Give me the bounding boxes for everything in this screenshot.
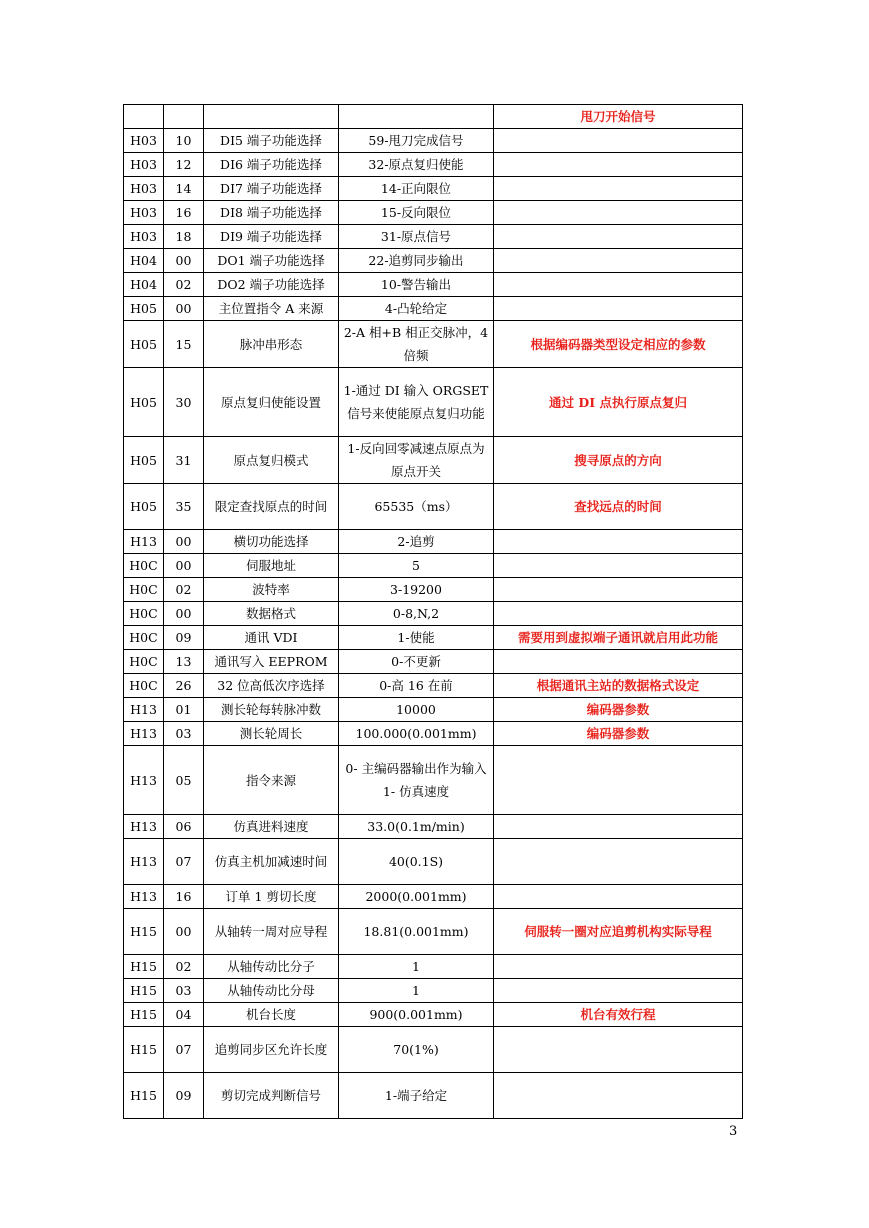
table-row xyxy=(124,722,743,746)
param-name-cell: 原点复归模式 xyxy=(204,437,339,484)
param-code-cell: 00 xyxy=(164,554,204,578)
table-row xyxy=(124,273,743,297)
param-code-cell: 13 xyxy=(164,650,204,674)
param-code-cell: 07 xyxy=(164,1027,204,1073)
param-group-cell: H05 xyxy=(124,297,164,321)
param-note-cell: 机台有效行程 xyxy=(494,1003,743,1027)
table-row xyxy=(124,626,743,650)
param-note-cell xyxy=(494,554,743,578)
param-name-cell: DO1 端子功能选择 xyxy=(204,249,339,273)
param-group-cell: H15 xyxy=(124,1003,164,1027)
table-row xyxy=(124,201,743,225)
param-note-cell xyxy=(494,955,743,979)
table-row xyxy=(124,698,743,722)
param-name-cell: 通讯写入 EEPROM xyxy=(204,650,339,674)
param-code-cell: 00 xyxy=(164,297,204,321)
param-note-cell: 根据通讯主站的数据格式设定 xyxy=(494,674,743,698)
table-row xyxy=(124,1027,743,1073)
param-note-cell xyxy=(494,1073,743,1119)
param-group-cell: H13 xyxy=(124,698,164,722)
param-note-cell: 通过 DI 点执行原点复归 xyxy=(494,368,743,437)
param-group-cell: H03 xyxy=(124,225,164,249)
param-value-cell: 40(0.1S) xyxy=(339,839,494,885)
param-note-cell xyxy=(494,979,743,1003)
param-group-cell: H13 xyxy=(124,530,164,554)
param-value-cell: 10000 xyxy=(339,698,494,722)
param-name-cell: 32 位高低次序选择 xyxy=(204,674,339,698)
param-value-cell: 14-正向限位 xyxy=(339,177,494,201)
param-note-cell xyxy=(494,530,743,554)
table-row xyxy=(124,1073,743,1119)
param-value-cell: 22-追剪同步输出 xyxy=(339,249,494,273)
param-name-cell: 追剪同步区允许长度 xyxy=(204,1027,339,1073)
param-value-cell: 0-8,N,2 xyxy=(339,602,494,626)
param-group-cell: H03 xyxy=(124,201,164,225)
param-name-cell: 仿真进料速度 xyxy=(204,815,339,839)
param-group-cell: H13 xyxy=(124,722,164,746)
param-note-cell: 查找远点的时间 xyxy=(494,484,743,530)
param-code-cell: 09 xyxy=(164,1073,204,1119)
table-row xyxy=(124,530,743,554)
param-group-cell: H13 xyxy=(124,839,164,885)
param-value-cell: 5 xyxy=(339,554,494,578)
param-code-cell: 16 xyxy=(164,201,204,225)
param-group-cell: H15 xyxy=(124,1073,164,1119)
table-row xyxy=(124,105,743,129)
param-value-cell: 0-高 16 在前 xyxy=(339,674,494,698)
param-name-cell: 订单 1 剪切长度 xyxy=(204,885,339,909)
param-name-cell: 数据格式 xyxy=(204,602,339,626)
param-note-cell: 编码器参数 xyxy=(494,698,743,722)
param-group-cell: H15 xyxy=(124,909,164,955)
table-row xyxy=(124,602,743,626)
param-name-cell: 剪切完成判断信号 xyxy=(204,1073,339,1119)
param-code-cell xyxy=(164,105,204,129)
table-row xyxy=(124,129,743,153)
param-group-cell: H05 xyxy=(124,321,164,368)
table-row xyxy=(124,1003,743,1027)
param-code-cell: 14 xyxy=(164,177,204,201)
param-group-cell: H0C xyxy=(124,554,164,578)
param-name-cell: 测长轮周长 xyxy=(204,722,339,746)
param-value-cell: 1-通过 DI 输入 ORGSET 信号来使能原点复归功能 xyxy=(339,368,494,437)
param-code-cell: 00 xyxy=(164,249,204,273)
param-note-cell xyxy=(494,1027,743,1073)
param-group-cell: H0C xyxy=(124,674,164,698)
page-number: 3 xyxy=(729,1124,738,1139)
param-group-cell: H13 xyxy=(124,885,164,909)
param-value-cell: 10-警告输出 xyxy=(339,273,494,297)
param-value-cell: 4-凸轮给定 xyxy=(339,297,494,321)
param-code-cell: 16 xyxy=(164,885,204,909)
param-group-cell: H15 xyxy=(124,1027,164,1073)
param-name-cell: 主位置指令 A 来源 xyxy=(204,297,339,321)
param-group-cell: H04 xyxy=(124,249,164,273)
param-note-cell: 伺服转一圈对应追剪机构实际导程 xyxy=(494,909,743,955)
param-code-cell: 02 xyxy=(164,273,204,297)
param-note-cell xyxy=(494,815,743,839)
param-code-cell: 02 xyxy=(164,578,204,602)
param-code-cell: 18 xyxy=(164,225,204,249)
table-row xyxy=(124,578,743,602)
param-code-cell: 02 xyxy=(164,955,204,979)
table-row xyxy=(124,297,743,321)
param-group-cell: H03 xyxy=(124,129,164,153)
param-name-cell: 从轴传动比分母 xyxy=(204,979,339,1003)
param-value-cell: 32-原点复归使能 xyxy=(339,153,494,177)
param-group-cell xyxy=(124,105,164,129)
param-note-cell xyxy=(494,177,743,201)
param-value-cell: 31-原点信号 xyxy=(339,225,494,249)
table-row xyxy=(124,321,743,368)
param-name-cell: 限定查找原点的时间 xyxy=(204,484,339,530)
param-note-cell xyxy=(494,578,743,602)
param-name-cell: DI9 端子功能选择 xyxy=(204,225,339,249)
table-row xyxy=(124,815,743,839)
param-name-cell: 机台长度 xyxy=(204,1003,339,1027)
param-value-cell: 1 xyxy=(339,955,494,979)
param-name-cell: DI8 端子功能选择 xyxy=(204,201,339,225)
param-note-cell xyxy=(494,650,743,674)
param-code-cell: 00 xyxy=(164,909,204,955)
param-group-cell: H13 xyxy=(124,815,164,839)
table-row xyxy=(124,368,743,437)
param-code-cell: 00 xyxy=(164,530,204,554)
param-value-cell: 2-追剪 xyxy=(339,530,494,554)
param-name-cell: DI7 端子功能选择 xyxy=(204,177,339,201)
table-row xyxy=(124,839,743,885)
table-row xyxy=(124,650,743,674)
param-value-cell: 2000(0.001mm) xyxy=(339,885,494,909)
param-group-cell: H15 xyxy=(124,979,164,1003)
param-name-cell: DO2 端子功能选择 xyxy=(204,273,339,297)
param-value-cell: 15-反向限位 xyxy=(339,201,494,225)
param-group-cell: H0C xyxy=(124,602,164,626)
param-value-cell: 2-A 相+B 相正交脉冲，4 倍频 xyxy=(339,321,494,368)
param-code-cell: 04 xyxy=(164,1003,204,1027)
param-value-cell: 65535（ms） xyxy=(339,484,494,530)
table-row xyxy=(124,909,743,955)
param-note-cell xyxy=(494,746,743,815)
param-note-cell: 编码器参数 xyxy=(494,722,743,746)
param-note-cell xyxy=(494,153,743,177)
table-row xyxy=(124,225,743,249)
param-group-cell: H03 xyxy=(124,177,164,201)
param-value-cell: 3-19200 xyxy=(339,578,494,602)
param-code-cell: 31 xyxy=(164,437,204,484)
param-code-cell: 06 xyxy=(164,815,204,839)
table-row xyxy=(124,885,743,909)
param-value-cell: 1-使能 xyxy=(339,626,494,650)
param-group-cell: H0C xyxy=(124,578,164,602)
param-note-cell xyxy=(494,602,743,626)
param-code-cell: 07 xyxy=(164,839,204,885)
param-note-cell xyxy=(494,839,743,885)
param-note-cell xyxy=(494,201,743,225)
table-row xyxy=(124,955,743,979)
table-row xyxy=(124,674,743,698)
param-name-cell: 从轴转一周对应导程 xyxy=(204,909,339,955)
param-code-cell: 05 xyxy=(164,746,204,815)
param-name-cell: 脉冲串形态 xyxy=(204,321,339,368)
parameter-table xyxy=(123,104,743,1119)
param-value-cell: 1-反向回零减速点原点为原点开关 xyxy=(339,437,494,484)
param-group-cell: H0C xyxy=(124,626,164,650)
param-name-cell: 仿真主机加减速时间 xyxy=(204,839,339,885)
param-value-cell: 900(0.001mm) xyxy=(339,1003,494,1027)
table-row xyxy=(124,437,743,484)
param-group-cell: H05 xyxy=(124,437,164,484)
param-value-cell: 59-甩刀完成信号 xyxy=(339,129,494,153)
param-code-cell: 03 xyxy=(164,979,204,1003)
param-value-cell: 1-端子给定 xyxy=(339,1073,494,1119)
param-code-cell: 01 xyxy=(164,698,204,722)
param-name-cell: 波特率 xyxy=(204,578,339,602)
param-name-cell: 从轴传动比分子 xyxy=(204,955,339,979)
param-name-cell: 横切功能选择 xyxy=(204,530,339,554)
param-note-cell xyxy=(494,885,743,909)
param-code-cell: 26 xyxy=(164,674,204,698)
param-group-cell: H15 xyxy=(124,955,164,979)
param-value-cell: 100.000(0.001mm) xyxy=(339,722,494,746)
param-note-cell xyxy=(494,249,743,273)
param-code-cell: 10 xyxy=(164,129,204,153)
table-row xyxy=(124,746,743,815)
table-row xyxy=(124,484,743,530)
param-name-cell: DI6 端子功能选择 xyxy=(204,153,339,177)
param-group-cell: H03 xyxy=(124,153,164,177)
param-value-cell: 0- 主编码器输出作为输入 1- 仿真速度 xyxy=(339,746,494,815)
param-note-cell xyxy=(494,273,743,297)
param-note-cell: 根据编码器类型设定相应的参数 xyxy=(494,321,743,368)
param-code-cell: 30 xyxy=(164,368,204,437)
table-row xyxy=(124,249,743,273)
param-value-cell: 1 xyxy=(339,979,494,1003)
param-note-cell: 需要用到虚拟端子通讯就启用此功能 xyxy=(494,626,743,650)
param-value-cell: 18.81(0.001mm) xyxy=(339,909,494,955)
param-name-cell: DI5 端子功能选择 xyxy=(204,129,339,153)
param-value-cell: 0-不更新 xyxy=(339,650,494,674)
table-row xyxy=(124,979,743,1003)
param-group-cell: H05 xyxy=(124,368,164,437)
param-name-cell: 原点复归使能设置 xyxy=(204,368,339,437)
param-code-cell: 12 xyxy=(164,153,204,177)
param-group-cell: H13 xyxy=(124,746,164,815)
param-note-cell xyxy=(494,225,743,249)
param-note-cell xyxy=(494,297,743,321)
param-value-cell xyxy=(339,105,494,129)
table-row xyxy=(124,177,743,201)
param-note-cell xyxy=(494,129,743,153)
param-name-cell: 伺服地址 xyxy=(204,554,339,578)
param-name-cell: 指令来源 xyxy=(204,746,339,815)
param-group-cell: H05 xyxy=(124,484,164,530)
param-group-cell: H04 xyxy=(124,273,164,297)
param-name-cell xyxy=(204,105,339,129)
table-row xyxy=(124,153,743,177)
param-code-cell: 03 xyxy=(164,722,204,746)
param-value-cell: 70(1%) xyxy=(339,1027,494,1073)
param-name-cell: 测长轮每转脉冲数 xyxy=(204,698,339,722)
param-name-cell: 通讯 VDI xyxy=(204,626,339,650)
param-code-cell: 00 xyxy=(164,602,204,626)
param-code-cell: 15 xyxy=(164,321,204,368)
param-group-cell: H0C xyxy=(124,650,164,674)
param-value-cell: 33.0(0.1m/min) xyxy=(339,815,494,839)
param-note-cell: 搜寻原点的方向 xyxy=(494,437,743,484)
param-code-cell: 09 xyxy=(164,626,204,650)
parameter-table-body xyxy=(124,105,743,1119)
table-row xyxy=(124,554,743,578)
param-note-cell: 甩刀开始信号 xyxy=(494,105,743,129)
param-code-cell: 35 xyxy=(164,484,204,530)
